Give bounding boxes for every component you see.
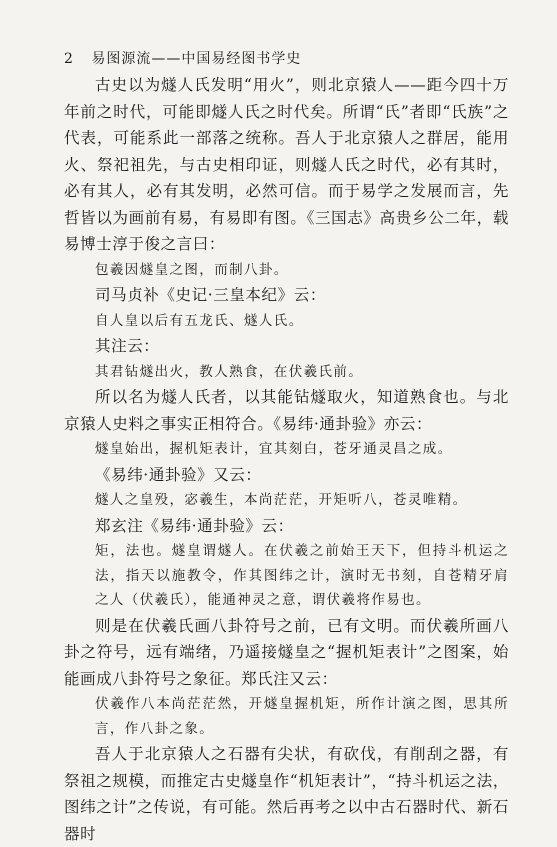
block-quote: 矩，法也。燧皇谓燧人。在伏羲之前始王天下，但持斗机运之法，指天以施教令，作其图纬之计，演时无书刻，自苍精牙肩之人（伏羲氏），能通神灵之意，谓伏羲将作易也。 — [95, 543, 509, 608]
page-body — [64, 72, 509, 847]
body-paragraph: 司马贞补《史记·三皇本纪》云： — [95, 286, 326, 304]
block-quote: 包羲因燧皇之图，而制八卦。 — [95, 261, 289, 278]
body-paragraph: 《易纬·通卦验》又云： — [95, 465, 262, 484]
block-quote: 其君钻燧出火，教人熟食，在伏羲氏前。 — [95, 363, 364, 380]
page-number: 2 — [64, 51, 74, 67]
block-quote: 燧皇始出，握机矩表计，宜其刻白，苍牙通灵昌之成。 — [95, 441, 453, 457]
body-paragraph: 郑玄注《易纬·通卦验》云： — [95, 516, 294, 535]
body-paragraph: 则是在伏羲氏画八卦符号之前，已有文明。而伏羲所画八卦之符号，远有端绪，乃遥接燧皇之“握机矩表计”之图案，始能画成八卦符号之象征。郑氏注又云： — [64, 616, 509, 688]
body-paragraph: 其注云： — [95, 337, 160, 355]
body-paragraph: 所以名为燧人氏者，以其能钻燧取火，知道熟食也。与北京猿人史料之事实正相符合。《易纬·通卦验》亦云： — [64, 388, 509, 433]
block-quote: 伏羲作八本尚茫茫然，开燧皇握机矩，所作计演之图，思其所言，作八卦之象。 — [95, 696, 509, 737]
body-paragraph: 吾人于北京猿人之石器有尖状，有砍伐，有削刮之器，有祭祖之规模，而推定古史燧皇作“机矩表计”，“持斗机运之法，图纬之计”之传说，有可能。然后再考之以中古石器时代、新石器时 — [64, 745, 509, 843]
running-title: 易图源流——中国易经图书学史 — [91, 51, 302, 67]
block-quote: 燧人之皇殁，宓羲生，本尚茫茫，开矩听八，苍灵唯精。 — [95, 492, 468, 508]
block-quote: 自人皇以后有五龙氏、燧人氏。 — [95, 312, 304, 329]
running-header — [64, 48, 301, 68]
body-paragraph: 古史以为燧人氏发明“用火”，则北京猿人——距今四十万年前之时代，可能即燧人氏之时代矣。所谓“氏”者即“氏族”之代表，可能系此一部落之统称。吾人于北京猿人之群居，能用火、祭祀祖先，与古史相印证，则燧人氏之时代，必有其时，必有其人，必有其发明，必然可信。而于易学之发展而言，先哲皆以为画前有易，有易即有图。《三国志》高贵乡公二年，载易博士淳于俊之言曰： — [64, 76, 509, 253]
